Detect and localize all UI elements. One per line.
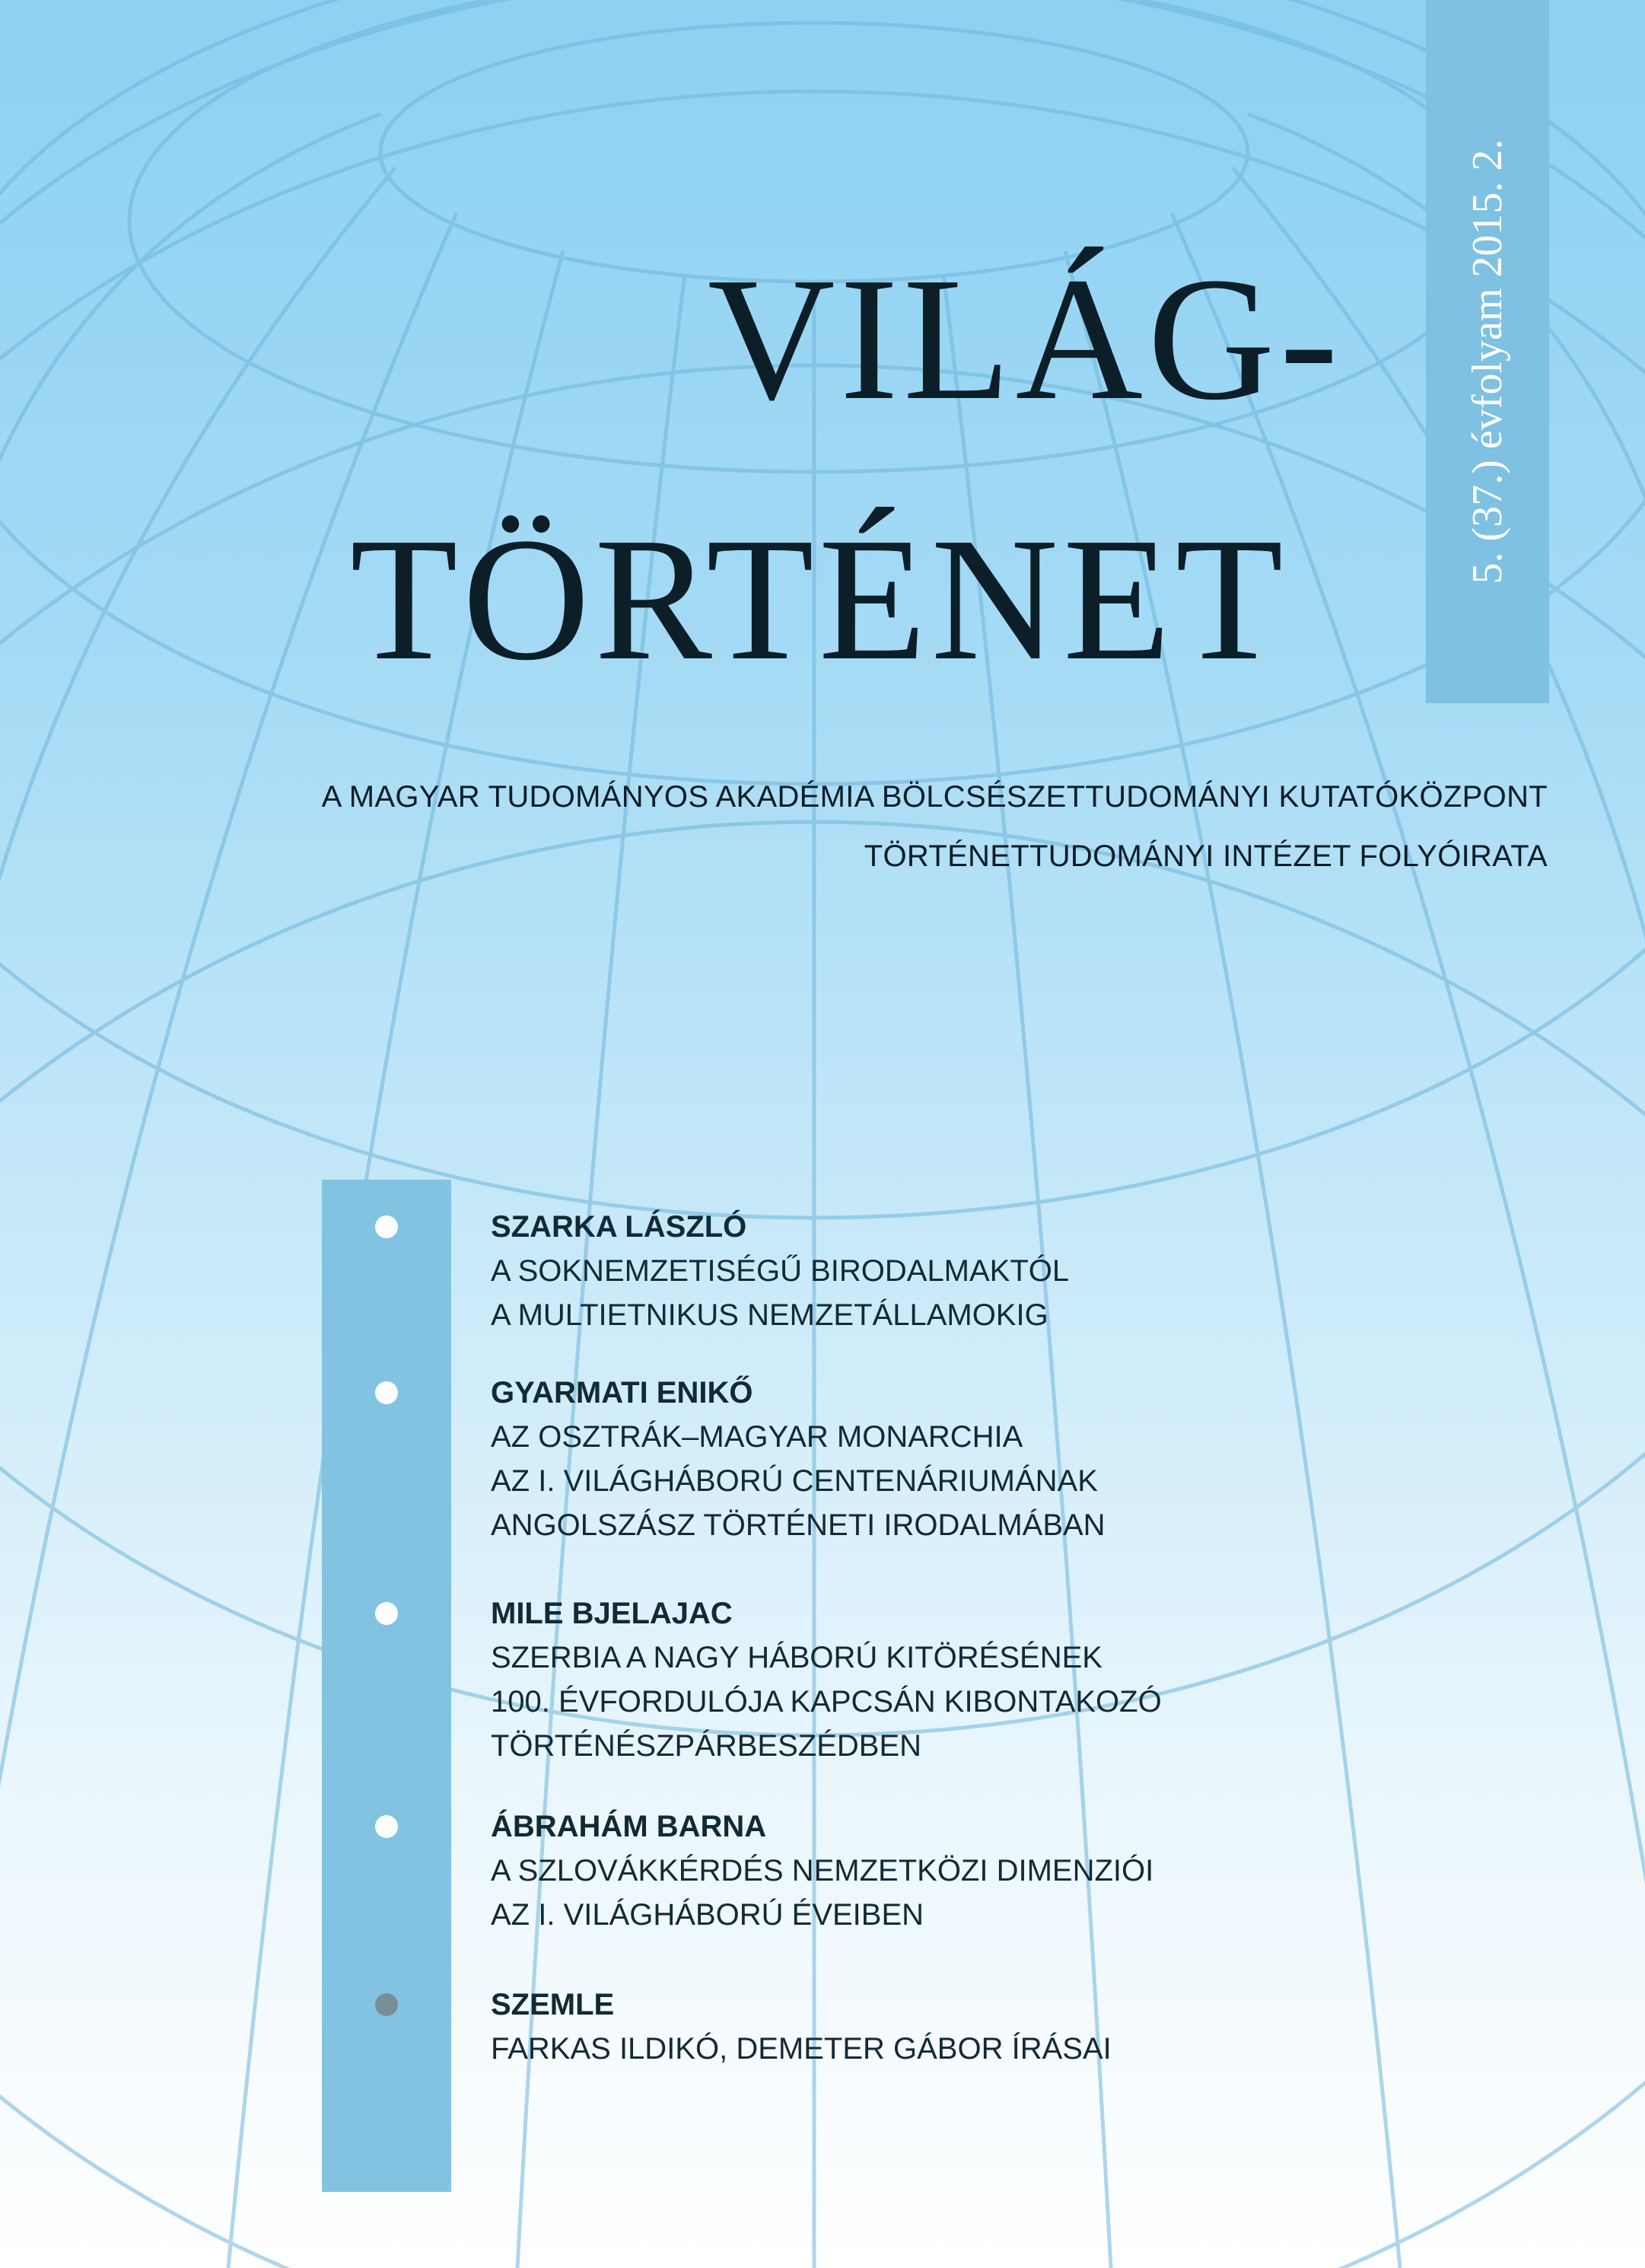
bullet-icon: [375, 1215, 398, 1238]
bullet-icon: [375, 1815, 398, 1838]
publisher-line2: TÖRTÉNETTUDOMÁNYI INTÉZET FOLYÓIRATA: [864, 839, 1548, 873]
contents-item: [491, 1205, 1069, 1337]
article-title-line: ANGOLSZÁSZ TÖRTÉNETI IRODALMÁBAN: [491, 1508, 1106, 1542]
journal-title-line2: TÖRTÉNET: [350, 502, 1288, 697]
article-title-line: AZ OSZTRÁK–MAGYAR MONARCHIA: [491, 1420, 1023, 1454]
contents-strip: [322, 1180, 451, 2192]
article-title-line: SZERBIA A NAGY HÁBORÚ KITÖRÉSÉNEK: [491, 1641, 1102, 1674]
article-author: GYARMATI ENIKŐ: [491, 1376, 753, 1410]
journal-title-line1: VILÁG-: [708, 241, 1343, 437]
article-title-line: TÖRTÉNÉSZPÁRBESZÉDBEN: [491, 1729, 922, 1763]
article-title-line: A SZLOVÁKKÉRDÉS NEMZETKÖZI DIMENZIÓI: [491, 1854, 1154, 1887]
contents-item: [491, 1983, 1112, 2071]
article-author: MILE BJELAJAC: [491, 1597, 733, 1630]
article-author: SZARKA LÁSZLÓ: [491, 1210, 747, 1244]
volume-strip: [1426, 0, 1549, 703]
article-title-line: AZ I. VILÁGHÁBORÚ CENTENÁRIUMÁNAK: [491, 1464, 1098, 1498]
article-title-line: A MULTIETNIKUS NEMZETÁLLAMOKIG: [491, 1298, 1048, 1332]
article-title-line: A SOKNEMZETISÉGŰ BIRODALMAKTÓL: [491, 1254, 1070, 1288]
contents-item: [491, 1805, 1153, 1937]
article-title-line: 100. ÉVFORDULÓJA KAPCSÁN KIBONTAKOZÓ: [491, 1685, 1162, 1719]
article-title-line: AZ I. VILÁGHÁBORÚ ÉVEIBEN: [491, 1898, 924, 1932]
volume-info: 5. (37.) évfolyam 2015. 2.: [1464, 139, 1511, 585]
contents-item: [491, 1591, 1162, 1768]
section-heading: SZEMLE: [491, 1988, 615, 2021]
article-author: ÁBRAHÁM BARNA: [491, 1810, 767, 1843]
publisher-line1: A MAGYAR TUDOMÁNYOS AKADÉMIA BÖLCSÉSZETTUDOMÁNYI KUTATÓKÖZPONT: [321, 780, 1548, 814]
bullet-icon: [375, 1602, 398, 1625]
bullet-icon: [375, 1381, 398, 1404]
contents-item: [491, 1371, 1106, 1547]
article-title-line: FARKAS ILDIKÓ, DEMETER GÁBOR ÍRÁSAI: [491, 2032, 1112, 2066]
bullet-icon: [375, 1993, 398, 2016]
